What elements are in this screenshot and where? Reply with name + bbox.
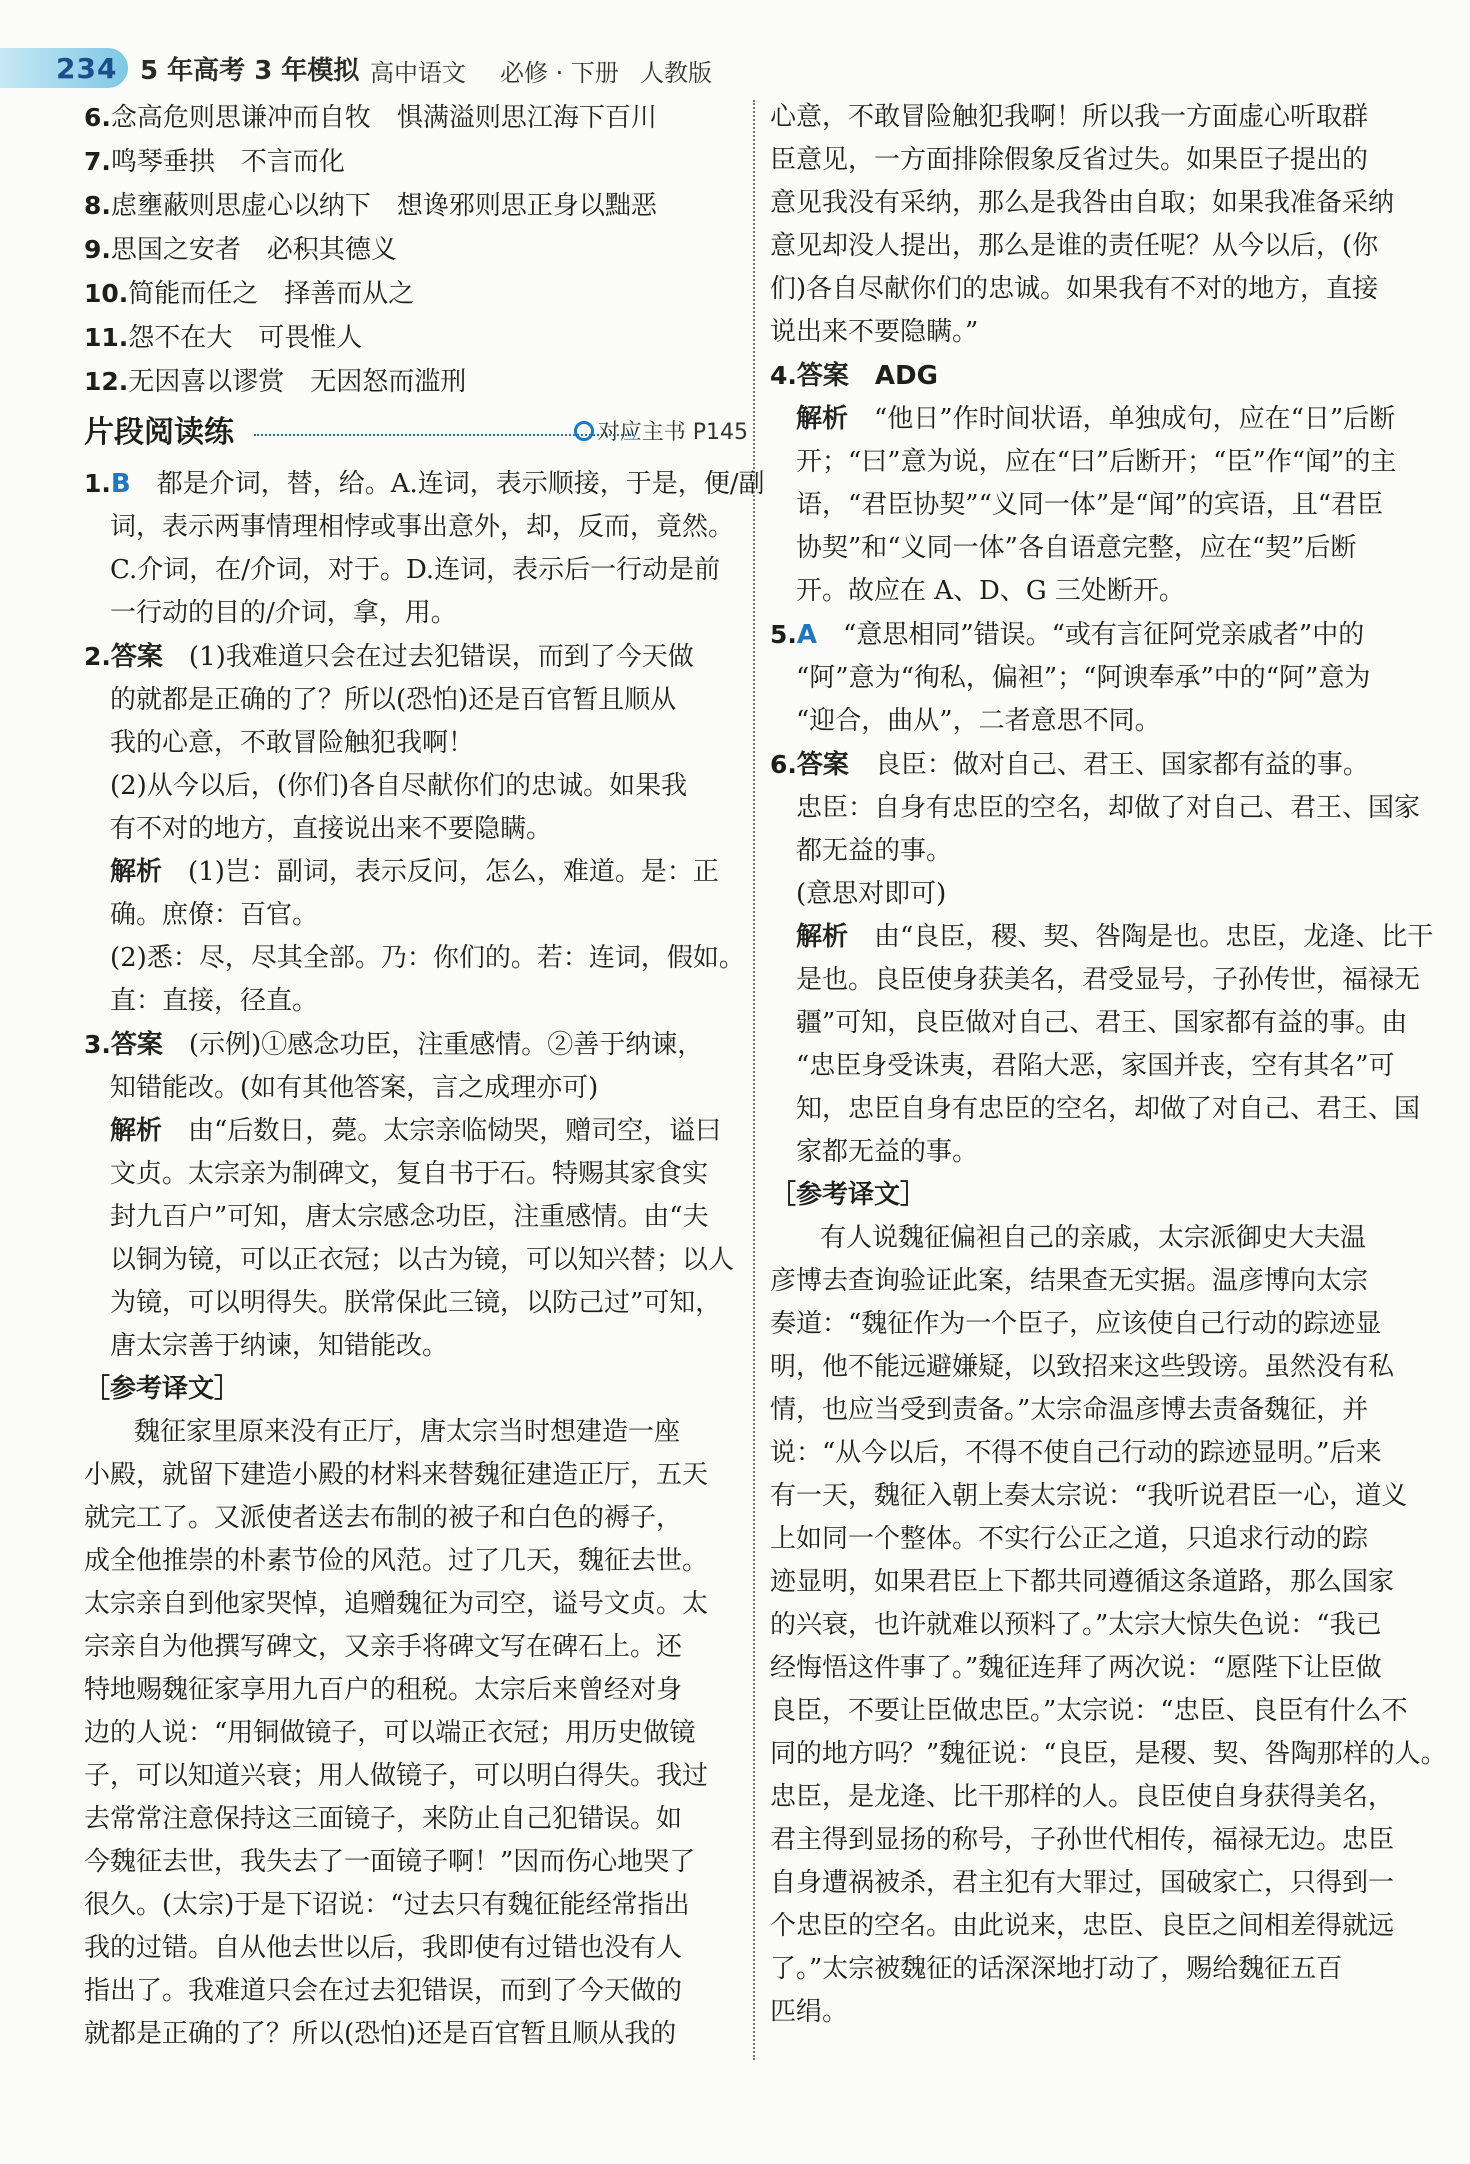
answer-letter: A bbox=[796, 620, 818, 650]
item-text: 怨不在大 可畏惟人 bbox=[128, 323, 363, 353]
text-line: 个忠臣的空名。由此说来，忠臣、良臣之间相差得就远 bbox=[770, 1911, 1395, 1941]
text-line: 词，表示两事情理相悖或事出意外，却，反而，竟然。 bbox=[110, 512, 735, 542]
text-line: (1)我难道只会在过去犯错误，而到了今天做 bbox=[162, 642, 694, 672]
text-line: 开；“曰”意为说，应在“曰”后断开；“臣”作“闻”的主 bbox=[796, 447, 1397, 477]
text-line: 就完工了。又派使者送去布制的被子和白色的褥子， bbox=[84, 1503, 683, 1533]
text-line: 指出了。我难道只会在过去犯错误，而到了今天做的 bbox=[84, 1976, 683, 2006]
page-number: 234 bbox=[56, 52, 118, 85]
text-line: “阿”意为“徇私，偏袒”；“阿谀奉承”中的“阿”意为 bbox=[796, 663, 1371, 693]
analysis-tag: 解析 bbox=[110, 1116, 163, 1146]
text-line: 奏道：“魏征作为一个臣子，应该使自己行动的踪迹显 bbox=[770, 1309, 1382, 1339]
question-number: 3. bbox=[84, 1030, 111, 1059]
analysis-tag: 解析 bbox=[110, 857, 163, 887]
text-line: 忠臣，是龙逄、比干那样的人。良臣使自身获得美名， bbox=[770, 1782, 1395, 1812]
text-line: 良臣：做对自己、君王、国家都有益的事。 bbox=[848, 750, 1369, 780]
text-line: 知错能改。(如有其他答案，言之成理亦可) bbox=[110, 1073, 599, 1103]
magnifier-icon bbox=[574, 421, 594, 441]
text-line: 君主得到显扬的称号，子孙世代相传，福禄无边。忠臣 bbox=[770, 1825, 1395, 1855]
fill-item bbox=[84, 316, 748, 360]
text-line: 有人说魏征偏袒自己的亲戚，太宗派御史大夫温 bbox=[820, 1223, 1367, 1253]
text-line: 今魏征去世，我失去了一面镜子啊！”因而伤心地哭了 bbox=[84, 1847, 696, 1877]
text-line: 是也。良臣使身获美名，君受显号，子孙传世，福禄无 bbox=[796, 965, 1421, 995]
text-line: 语，“君臣协契”“义同一体”是“闻”的宾语，且“君臣 bbox=[796, 490, 1384, 520]
text-line: (2)从今以后，(你们)各自尽献你们的忠诚。如果我 bbox=[110, 771, 688, 801]
question-number: 1. bbox=[84, 469, 111, 498]
text-line: 边的人说：“用铜做镜子，可以端正衣冠；用历史做镜 bbox=[84, 1718, 696, 1748]
answer-value: ADG bbox=[848, 361, 938, 391]
answer-tag: 答案 bbox=[110, 1030, 163, 1060]
item-number: 8. bbox=[84, 191, 111, 220]
text-line: 封九百户”可知，唐太宗感念功臣，注重感情。由“夫 bbox=[110, 1202, 709, 1232]
answer-tag: 答案 bbox=[110, 642, 163, 672]
item-text: 思国之安者 必积其德义 bbox=[110, 235, 397, 265]
text-line: 确。庶僚：百官。 bbox=[110, 900, 319, 930]
text-line: 我的过错。自从他去世以后，我即使有过错也没有人 bbox=[84, 1933, 683, 1963]
text-line: 的兴衰，也许就难以预料了。”太宗大惊失色说：“我已 bbox=[770, 1610, 1382, 1640]
text-line: 说：“从今以后，不得不使自己行动的踪迹显明。”后来 bbox=[770, 1438, 1382, 1468]
subject-label: 高中语文 bbox=[370, 59, 466, 87]
text-line: 了。”太宗被魏征的话深深地打动了，赐给魏征五百 bbox=[770, 1954, 1343, 1984]
text-line: (示例)①感念功臣，注重感情。②善于纳谏， bbox=[162, 1030, 704, 1060]
translation-body bbox=[84, 1411, 748, 2056]
translation-title: ［参考译文］ bbox=[84, 1374, 241, 1404]
text-line: 有一天，魏征入朝上奏太宗说：“我听说君臣一心，道义 bbox=[770, 1481, 1408, 1511]
text-line: 意见却没人提出，那么是谁的责任呢？从今以后，(你 bbox=[770, 231, 1379, 261]
item-number: 9. bbox=[84, 235, 111, 264]
question-number: 5. bbox=[770, 620, 797, 649]
item-text: 简能而任之 择善而从之 bbox=[128, 279, 415, 309]
text-line: “意思相同”错误。“或有言征阿党亲戚者”中的 bbox=[817, 620, 1365, 650]
text-line: 匹绢。 bbox=[770, 1997, 849, 2027]
item-number: 6. bbox=[84, 103, 111, 132]
text-line: 直：直接，径直。 bbox=[110, 986, 319, 1016]
text-line: 迹显明，如果君臣上下都共同遵循这条道路，那么国家 bbox=[770, 1567, 1395, 1597]
text-line: 小殿，就留下建造小殿的材料来替魏征建造正厅，五天 bbox=[84, 1460, 709, 1490]
text-line: 很久。(太宗)于是下诏说：“过去只有魏征能经常指出 bbox=[84, 1890, 690, 1920]
volume-label: 必修 · 下册 bbox=[500, 59, 619, 87]
fill-item bbox=[84, 228, 748, 272]
series-title: 5 年高考 3 年模拟 bbox=[140, 56, 360, 86]
text-line: 家都无益的事。 bbox=[796, 1137, 979, 1167]
item-text: 虑壅蔽则思虚心以纳下 想谗邪则思正身以黜恶 bbox=[110, 191, 657, 221]
text-line: (2)悉：尽，尽其全部。乃：你们的。若：连词，假如。 bbox=[110, 943, 745, 973]
item-text: 无因喜以谬赏 无因怒而滥刑 bbox=[128, 367, 467, 397]
reference-text: 对应主书 P145 bbox=[597, 420, 748, 445]
item-text: 念高危则思谦冲而自牧 惧满溢则思江海下百川 bbox=[110, 103, 657, 133]
text-line: 知，忠臣自身有忠臣的空名，却做了对自己、君王、国 bbox=[796, 1094, 1421, 1124]
question-2 bbox=[84, 635, 748, 1023]
text-line: 臣意见，一方面排除假象反省过失。如果臣子提出的 bbox=[770, 145, 1369, 175]
text-line: 心意，不敢冒险触犯我啊！所以我一方面虚心听取群 bbox=[770, 102, 1369, 132]
text-line: 的就都是正确的了？所以(恐怕)还是百官暂且顺从 bbox=[110, 685, 677, 715]
text-line: 有不对的地方，直接说出来不要隐瞒。 bbox=[110, 814, 553, 844]
question-number: 2. bbox=[84, 642, 111, 671]
analysis-tag: 解析 bbox=[796, 404, 849, 434]
text-line: 意见我没有采纳，那么是我咎由自取；如果我准备采纳 bbox=[770, 188, 1395, 218]
text-line: “他日”作时间状语，单独成句，应在“日”后断 bbox=[848, 404, 1396, 434]
text-line: 成全他推崇的朴素节俭的风范。过了几天，魏征去世。 bbox=[84, 1546, 709, 1576]
translation-title: ［参考译文］ bbox=[770, 1180, 927, 1210]
text-line: 就都是正确的了？所以(恐怕)还是百官暂且顺从我的 bbox=[84, 2019, 677, 2049]
text-line: 情，也应当受到责备。”太宗命温彦博去责备魏征，并 bbox=[770, 1395, 1369, 1425]
right-column bbox=[770, 96, 1447, 2034]
text-line: “忠臣身受诛夷，君陷大恶，家国并丧，空有其名”可 bbox=[796, 1051, 1395, 1081]
text-line: 上如同一个整体。不实行公正之道，只追求行动的踪 bbox=[770, 1524, 1369, 1554]
question-1 bbox=[84, 462, 765, 635]
item-number: 11. bbox=[84, 323, 129, 352]
text-line: 开。故应在 A、D、G 三处断开。 bbox=[796, 576, 1185, 606]
text-line: 自身遭祸被杀，君主犯有大罪过，国破家亡，只得到一 bbox=[770, 1868, 1395, 1898]
column-divider bbox=[753, 100, 755, 2060]
text-line: 子，可以知道兴衰；用人做镜子，可以明白得失。我过 bbox=[84, 1761, 709, 1791]
text-line: 经悔悟这件事了。”魏征连拜了两次说：“愿陛下让臣做 bbox=[770, 1653, 1382, 1683]
item-number: 7. bbox=[84, 147, 111, 176]
fill-item bbox=[84, 140, 748, 184]
question-3 bbox=[84, 1023, 748, 1368]
text-line: 同的地方吗？”魏征说：“良臣，是稷、契、咎陶那样的人。 bbox=[770, 1739, 1447, 1769]
text-line: 以铜为镜，可以正衣冠；以古为镜，可以知兴替；以人 bbox=[110, 1245, 735, 1275]
fill-item bbox=[84, 184, 748, 228]
fill-item bbox=[84, 96, 748, 140]
text-line: 协契”和“义同一体”各自语意完整，应在“契”后断 bbox=[796, 533, 1357, 563]
fill-item bbox=[84, 272, 748, 316]
text-line: 去常常注意保持这三面镜子，来防止自己犯错误。如 bbox=[84, 1804, 683, 1834]
edition-label: 人教版 bbox=[640, 59, 712, 87]
item-number: 10. bbox=[84, 279, 129, 308]
text-line: 一行动的目的/介词，拿，用。 bbox=[110, 598, 457, 628]
text-line: 宗亲自为他撰写碑文，又亲手将碑文写在碑石上。还 bbox=[84, 1632, 683, 1662]
analysis-tag: 解析 bbox=[796, 922, 849, 952]
text-line: 都无益的事。 bbox=[796, 836, 953, 866]
text-line: 疆”可知，良臣做对自己、君王、国家都有益的事。由 bbox=[796, 1008, 1408, 1038]
text-line: 文贞。太宗亲为制碑文，复自书于石。特赐其家食实 bbox=[110, 1159, 709, 1189]
text-line: 良臣，不要让臣做忠臣。”太宗说：“忠臣、良臣有什么不 bbox=[770, 1696, 1408, 1726]
answer-letter: B bbox=[110, 469, 131, 499]
section-reference bbox=[574, 404, 748, 462]
translation-continued bbox=[770, 96, 1420, 354]
answer-tag: 答案 bbox=[796, 750, 849, 780]
question-5 bbox=[770, 613, 1420, 743]
text-line: 忠臣：自身有忠臣的空名，却做了对自己、君王、国家 bbox=[796, 793, 1421, 823]
text-line: 由“后数日，薨。太宗亲临恸哭，赠司空，谥曰 bbox=[162, 1116, 722, 1146]
text-line: 明，他不能远避嫌疑，以致招来这些毁谤。虽然没有私 bbox=[770, 1352, 1395, 1382]
page-header bbox=[0, 40, 1470, 90]
text-line: 说出来不要隐瞒。” bbox=[770, 317, 979, 347]
text-line: 特地赐魏征家享用九百户的租税。太宗后来曾经对身 bbox=[84, 1675, 683, 1705]
text-line: (意思对即可) bbox=[796, 879, 947, 909]
answer-tag: 答案 bbox=[796, 361, 849, 391]
text-line: 都是介词，替，给。A.连词，表示顺接，于是，便/副 bbox=[130, 469, 765, 499]
text-line: 彦博去查询验证此案，结果查无实据。温彦博向太宗 bbox=[770, 1266, 1369, 1296]
text-line: 太宗亲自到他家哭悼，追赠魏征为司空，谥号文贞。太 bbox=[84, 1589, 709, 1619]
question-4 bbox=[770, 354, 1420, 613]
text-line: 魏征家里原来没有正厅，唐太宗当时想建造一座 bbox=[134, 1417, 681, 1447]
question-number: 4. bbox=[770, 361, 797, 390]
text-line: C.介词，在/介词，对于。D.连词，表示后一行动是前 bbox=[110, 555, 721, 585]
text-line: 为镜，可以明得失。朕常保此三镜，以防己过”可知， bbox=[110, 1288, 722, 1318]
translation-body bbox=[770, 1217, 1447, 2034]
question-number: 6. bbox=[770, 750, 797, 779]
text-line: 由“良臣，稷、契、咎陶是也。忠臣，龙逄、比干 bbox=[848, 922, 1434, 952]
text-line: 唐太宗善于纳谏，知错能改。 bbox=[110, 1331, 449, 1361]
section-header bbox=[84, 404, 748, 462]
text-line: 我的心意，不敢冒险触犯我啊！ bbox=[110, 728, 475, 758]
question-6 bbox=[770, 743, 1434, 1174]
fill-in-answers bbox=[84, 96, 748, 404]
section-title: 片段阅读练 bbox=[84, 415, 234, 450]
fill-item bbox=[84, 360, 748, 404]
left-column bbox=[84, 96, 765, 2056]
text-line: 们)各自尽献你们的忠诚。如果我有不对的地方，直接 bbox=[770, 274, 1379, 304]
item-text: 鸣琴垂拱 不言而化 bbox=[110, 147, 345, 177]
item-number: 12. bbox=[84, 367, 129, 396]
text-line: “迎合，曲从”，二者意思不同。 bbox=[796, 706, 1161, 736]
text-line: (1)岂：副词，表示反问，怎么，难道。是：正 bbox=[162, 857, 719, 887]
